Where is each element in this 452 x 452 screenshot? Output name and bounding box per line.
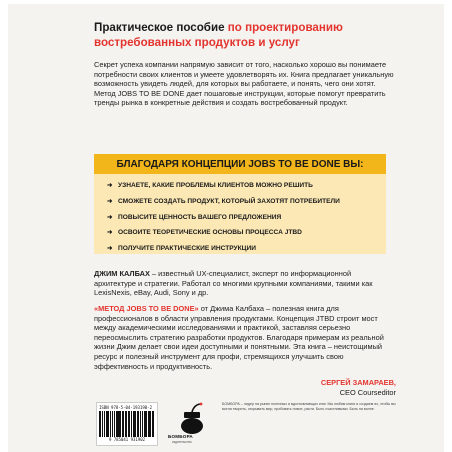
barcode-bar <box>149 411 150 437</box>
list-item: ➜ ОСВОИТЕ ТЕОРЕТИЧЕСКИЕ ОСНОВЫ ПРОЦЕССА JTBD <box>107 229 302 237</box>
reviewer <box>321 378 396 397</box>
barcode-bar <box>142 411 143 437</box>
publisher-tagline: издательство <box>172 440 192 444</box>
headline-highlight: по проектированию востребованных продуктов и услуг <box>94 21 343 49</box>
author-bio <box>94 269 394 298</box>
barcode-bar <box>102 411 103 437</box>
list-item: ➜ ПОЛУЧИТЕ ПРАКТИЧЕСКИЕ ИНСТРУКЦИИ <box>107 245 256 253</box>
publisher-blurb: БОМБОРА – лидер на рынке полезных и вдохновляющих книг. Мы любим книги и создаем их, чтобы вы могли творить, открывать мир, пробовать новое, расти. Быть счастливыми. Быть на волне. <box>222 402 396 411</box>
barcode-bar <box>112 411 113 437</box>
barcode-bar <box>134 411 135 437</box>
arrow-right-icon: ➜ <box>107 213 113 221</box>
publisher-name: БОМБОРА <box>168 434 193 439</box>
barcode-bar <box>153 411 154 437</box>
barcode-bar <box>107 411 109 437</box>
barcode-bar <box>140 411 141 437</box>
list-item: ➜ УЗНАЕТЕ, КАКИЕ ПРОБЛЕМЫ КЛИЕНТОВ МОЖНО РЕШИТЬ <box>107 182 313 189</box>
barcode-bar <box>138 411 139 437</box>
isbn-label: ISBN 978-5-04-193190-2 <box>99 405 152 410</box>
arrow-right-icon: ➜ <box>107 245 113 253</box>
headline <box>94 20 414 50</box>
barcode-bar <box>128 411 129 437</box>
bombora-logo-icon <box>172 402 212 434</box>
back-cover <box>8 4 444 452</box>
barcode <box>96 402 158 446</box>
barcode-bar <box>117 411 118 437</box>
benefits-list <box>107 182 367 261</box>
barcode-bar <box>146 411 147 437</box>
review-quote <box>94 304 394 371</box>
arrow-right-icon: ➜ <box>107 197 113 205</box>
barcode-bar <box>131 411 132 437</box>
barcode-number: 9 785041 931902 <box>108 437 146 442</box>
barcode-bar <box>123 411 124 437</box>
author-name: ДЖИМ КАЛБАХ <box>94 269 150 278</box>
barcode-bar <box>116 411 117 437</box>
barcode-bar <box>119 411 120 437</box>
review-book-title: «МЕТОД JOBS TO BE DONE» <box>94 304 199 313</box>
headline-lead: Практическое пособие <box>94 21 228 34</box>
concept-banner: БЛАГОДАРЯ КОНЦЕПЦИИ JOBS TO BE DONE ВЫ: <box>94 154 386 174</box>
barcode-bar <box>100 411 101 437</box>
arrow-right-icon: ➜ <box>107 182 113 189</box>
intro-paragraph: Секрет успеха компании напрямую зависит от того, насколько хорошо вы понимаете потребности своих клиентов и умеете удовлетворять их. Книга предлагает уникальную возможность увидеть людей, для которых вы работаете, и понять, чего они хотят. Метод JOBS TO BE DONE дает пошаговые инструкции, которые помогут превратить тренды рынка в конкретные действия и создать востребованный продукт. <box>94 60 394 108</box>
arrow-right-icon: ➜ <box>107 229 113 237</box>
list-item: ➜ ПОВЫСИТЕ ЦЕННОСТЬ ВАШЕГО ПРЕДЛОЖЕНИЯ <box>107 213 282 221</box>
reviewer-role: CEO Courseditor <box>339 387 396 397</box>
reviewer-name: СЕРГЕЙ ЗАМАРАЕВ, <box>320 378 396 387</box>
barcode-bar <box>125 411 127 437</box>
author-bio-text: – известный UX-специалист, эксперт по информационной архитектуре и стратегии. Работал со многими крупными компаниями, такими как LexisNexis, eBay, Audi, Sony и др. <box>94 269 373 298</box>
barcode-bars <box>99 411 155 437</box>
list-item: ➜ СМОЖЕТЕ СОЗДАТЬ ПРОДУКТ, КОТОРЫЙ ЗАХОТЯТ ПОТРЕБИТЕЛИ <box>107 197 340 205</box>
barcode-bar <box>104 411 105 437</box>
review-text: от Джима Калбаха – полезная книга для профессионалов в области управления продуктами. Концепция JTBD строит мост между академическими исследованиями и практикой, заставляя серьезно переосмыслить стратегию разработки продуктов. Благодаря примерам из реальной жизни Джим делает свои идеи доступными и понятными. Эта книга – неистощимый ресурс и полезный инструмент для профи, стремящихся улучшить свою эффективность и продуктивность. <box>94 304 384 371</box>
barcode-bar <box>144 411 146 437</box>
